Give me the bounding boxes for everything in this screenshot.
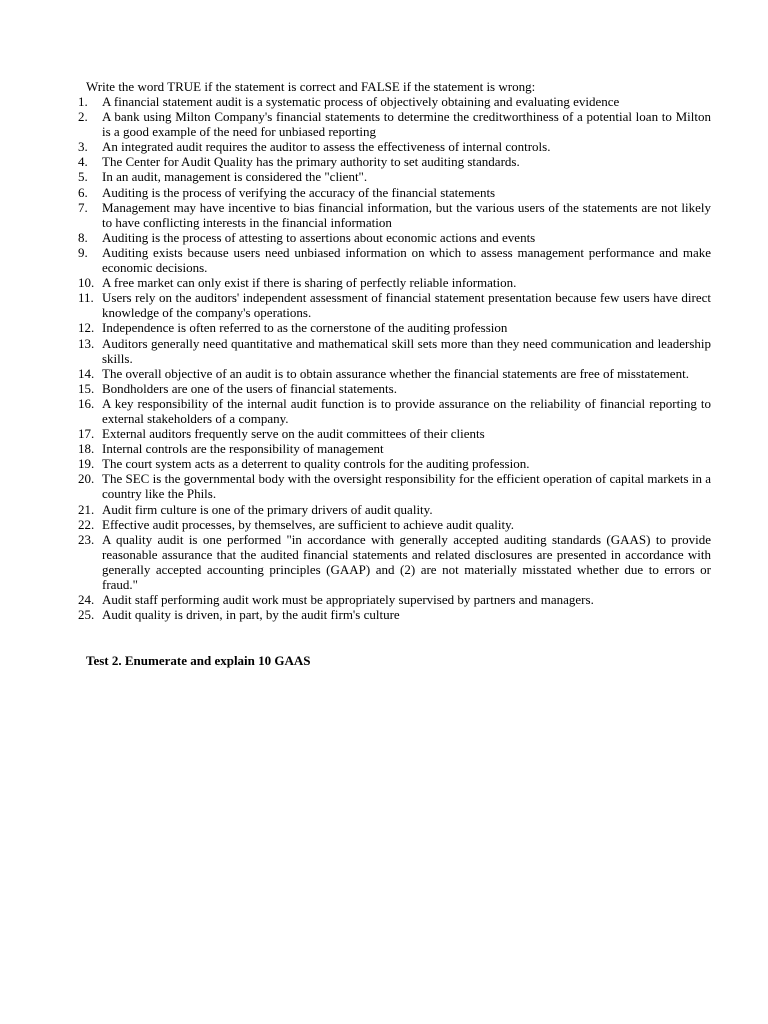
item-number: 1. bbox=[78, 94, 88, 109]
item-number: 23. bbox=[78, 531, 95, 547]
list-item bbox=[78, 336, 711, 366]
item-statement: Auditing is the process of verifying the accuracy of the financial statements bbox=[102, 184, 496, 200]
list-item bbox=[78, 320, 711, 335]
list-item bbox=[78, 381, 711, 396]
item-number: 5. bbox=[78, 169, 88, 185]
item-number: 13. bbox=[78, 335, 95, 351]
list-item bbox=[78, 169, 711, 184]
list-item bbox=[78, 502, 711, 517]
item-statement: A key responsibility of the internal audit function is to provide assurance on the reliability of financial reporting to external stakeholders of a company. bbox=[102, 395, 711, 426]
item-statement: A quality audit is one performed "in accordance with generally accepted auditing standards (GAAS) to provide reasonable assurance that the audited financial statements and related disclosures are presented in accordance with generally accepted accounting principles (GAAP) and (2) are not materially misstated whether due to errors or fraud." bbox=[102, 531, 711, 592]
item-statement: A bank using Milton Company's financial statements to determine the creditworthiness of a potential loan to Milton is a good example of the need for unbiased reporting bbox=[102, 109, 711, 140]
item-number: 20. bbox=[78, 471, 95, 487]
item-statement: Audit firm culture is one of the primary drivers of audit quality. bbox=[102, 501, 433, 517]
item-statement: A free market can only exist if there is sharing of perfectly reliable information. bbox=[102, 275, 517, 291]
list-item bbox=[78, 456, 711, 471]
list-item bbox=[78, 607, 711, 622]
list-item bbox=[78, 396, 711, 426]
item-statement: In an audit, management is considered the "client". bbox=[102, 169, 368, 185]
list-item bbox=[78, 366, 711, 381]
item-number: 7. bbox=[78, 199, 88, 215]
item-number: 16. bbox=[78, 395, 95, 411]
list-item bbox=[78, 230, 711, 245]
item-statement: Independence is often referred to as the cornerstone of the auditing profession bbox=[102, 320, 508, 336]
item-statement: The Center for Audit Quality has the primary authority to set auditing standards. bbox=[102, 154, 520, 170]
item-number: 3. bbox=[78, 139, 88, 155]
item-number: 25. bbox=[78, 607, 95, 623]
list-item bbox=[78, 154, 711, 169]
item-statement: The SEC is the governmental body with the oversight responsibility for the efficient operation of capital markets in a country like the Phils. bbox=[102, 471, 711, 502]
item-number: 19. bbox=[78, 456, 95, 472]
item-statement: Internal controls are the responsibility of management bbox=[102, 441, 384, 457]
list-item bbox=[78, 441, 711, 456]
list-item bbox=[78, 139, 711, 154]
item-number: 2. bbox=[78, 109, 88, 125]
item-number: 12. bbox=[78, 320, 95, 336]
item-statement: The overall objective of an audit is to obtain assurance whether the financial statements are free of misstatement. bbox=[102, 365, 689, 381]
item-number: 10. bbox=[78, 275, 95, 291]
item-number: 15. bbox=[78, 380, 95, 396]
item-statement: The court system acts as a deterrent to quality controls for the auditing profession. bbox=[102, 456, 530, 472]
item-statement: Users rely on the auditors' independent assessment of financial statement presentation because few users have direct knowledge of the company's operations. bbox=[102, 290, 711, 321]
list-item bbox=[78, 290, 711, 320]
list-item bbox=[78, 275, 711, 290]
item-number: 14. bbox=[78, 365, 95, 381]
item-number: 22. bbox=[78, 516, 95, 532]
item-number: 8. bbox=[78, 229, 88, 245]
item-statement: External auditors frequently serve on the audit committees of their clients bbox=[102, 426, 485, 442]
list-item bbox=[78, 185, 711, 200]
item-number: 17. bbox=[78, 426, 95, 442]
instruction-text: Write the word TRUE if the statement is correct and FALSE if the statement is wrong: bbox=[86, 79, 536, 94]
item-number: 21. bbox=[78, 501, 95, 517]
item-statement: An integrated audit requires the auditor to assess the effectiveness of internal controls. bbox=[102, 139, 551, 155]
item-statement: Management may have incentive to bias financial information, but the various users of the statements are not likely to have conflicting interests in the financial information bbox=[102, 199, 711, 230]
item-statement: Auditing exists because users need unbiased information on which to assess management performance and make economic decisions. bbox=[102, 244, 711, 276]
item-number: 11. bbox=[78, 290, 94, 306]
item-statement: Bondholders are one of the users of financial statements. bbox=[102, 380, 397, 396]
item-statement: Effective audit processes, by themselves, are sufficient to achieve audit quality. bbox=[102, 516, 515, 532]
list-item bbox=[78, 200, 711, 230]
item-number: 4. bbox=[78, 154, 88, 170]
item-statement: Auditors generally need quantitative and mathematical skill sets more than they need communication and leadership skills. bbox=[102, 335, 711, 366]
list-item bbox=[78, 109, 711, 139]
item-number: 18. bbox=[78, 441, 95, 457]
true-false-list bbox=[78, 94, 711, 622]
list-item bbox=[78, 94, 711, 109]
item-number: 6. bbox=[78, 184, 88, 200]
list-item bbox=[78, 245, 711, 275]
item-number: 24. bbox=[78, 592, 95, 608]
test2-heading: Test 2. Enumerate and explain 10 GAAS bbox=[86, 653, 311, 668]
item-statement: Audit staff performing audit work must be appropriately supervised by partners and managers. bbox=[102, 592, 594, 608]
list-item bbox=[78, 517, 711, 532]
item-statement: Auditing is the process of attesting to assertions about economic actions and events bbox=[102, 229, 536, 245]
list-item bbox=[78, 592, 711, 607]
item-statement: Audit quality is driven, in part, by the audit firm's culture bbox=[102, 607, 400, 623]
item-statement: A financial statement audit is a systematic process of objectively obtaining and evaluating evidence bbox=[102, 94, 620, 109]
item-number: 9. bbox=[78, 244, 88, 260]
list-item bbox=[78, 426, 711, 441]
list-item bbox=[78, 471, 711, 501]
list-item bbox=[78, 532, 711, 592]
